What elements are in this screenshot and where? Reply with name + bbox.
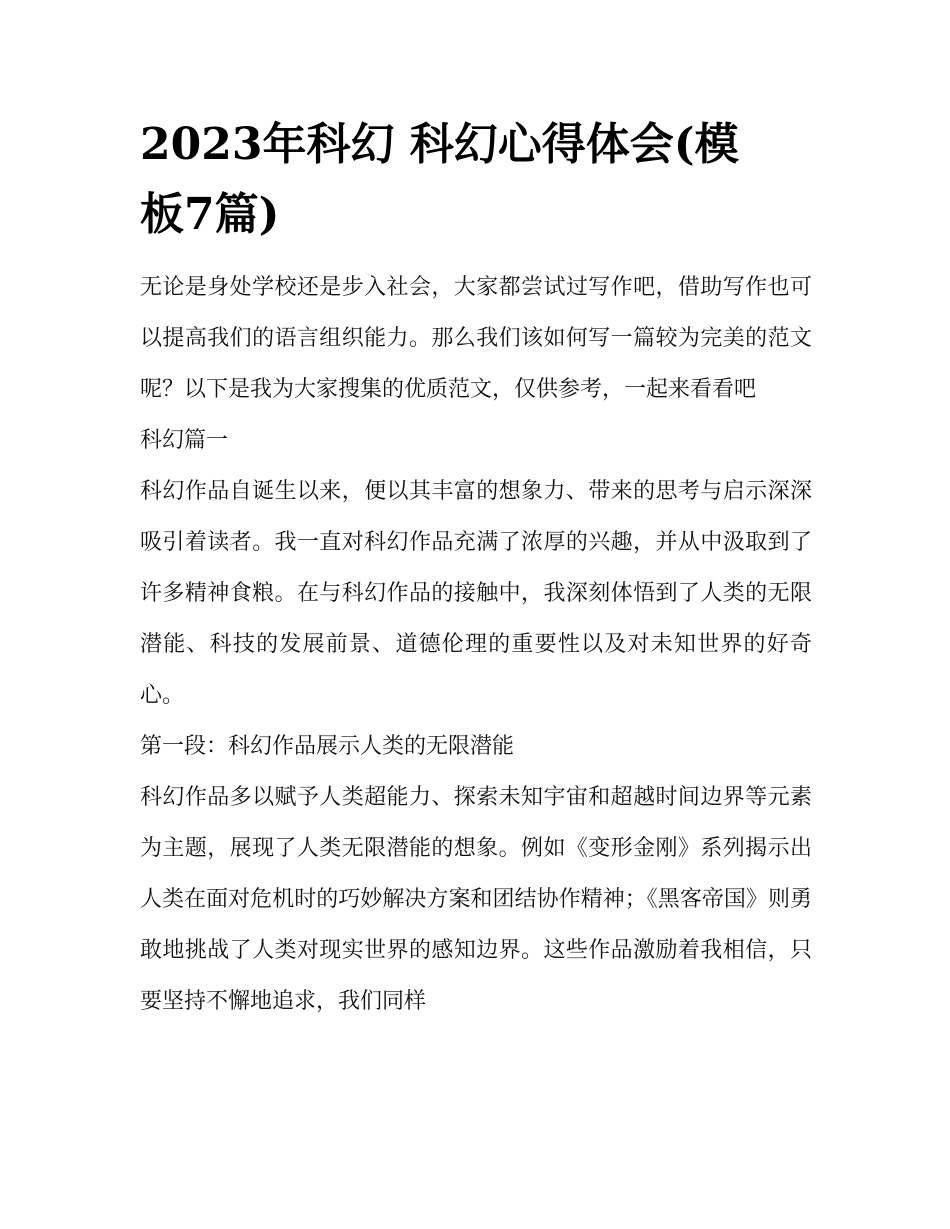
intro-paragraph: 无论是身处学校还是步入社会，大家都尝试过写作吧，借助写作也可以提高我们的语言组织能力。那么我们该如何写一篇较为完美的范文呢？以下是我为大家搜集的优质范文，仅供参考，一起来看看吧 xyxy=(140,275,812,402)
document-page xyxy=(140,110,812,1027)
document-title xyxy=(140,110,812,250)
part-one-paragraph: 科幻作品自诞生以来，便以其丰富的想象力、带来的思考与启示深深吸引着读者。我一直对科幻作品充满了浓厚的兴趣，并从中汲取到了许多精神食粮。在与科幻作品的接触中，我深刻体悟到了人类的无限潜能、科技的发展前景、道德伦理的重要性以及对未知世界的好奇心。 xyxy=(140,479,812,708)
title-line-2: 板7篇) xyxy=(140,189,280,240)
first-section-paragraph: 科幻作品多以赋予人类超能力、探索未知宇宙和超越时间边界等元素为主题，展现了人类无限潜能的想象。例如《变形金刚》系列揭示出人类在面对危机时的巧妙解决方案和团结协作精神；《黑客帝国》则勇敢地挑战了人类对现实世界的感知边界。这些作品激励着我相信，只要坚持不懈地追求，我们同样 xyxy=(140,785,812,1014)
subsection-heading-first: 第一段：科幻作品展示人类的无限潜能 xyxy=(140,734,515,759)
document-body xyxy=(140,262,812,1027)
title-line-1: 2023年科幻 科幻心得体会(模 xyxy=(140,119,739,170)
section-heading-part-one: 科幻篇一 xyxy=(140,428,229,453)
